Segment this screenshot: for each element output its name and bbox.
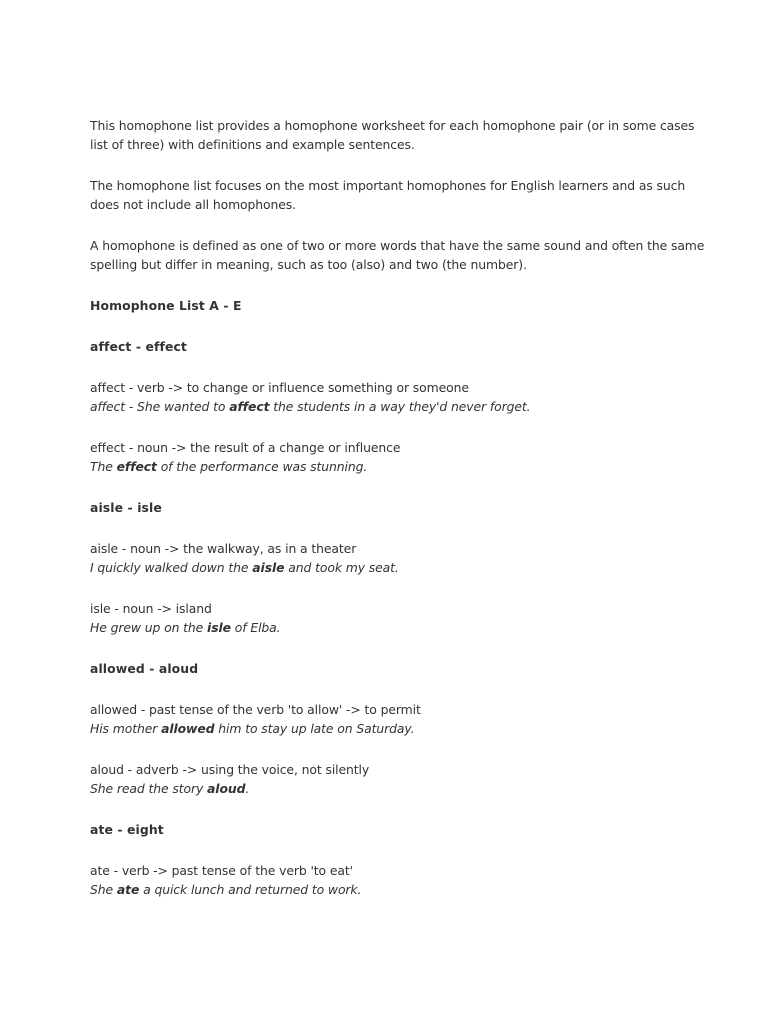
entry-allowed bbox=[90, 700, 708, 738]
example-aloud: She read the story aloud. bbox=[90, 781, 250, 796]
definition-affect: affect - verb -> to change or influence something or someone bbox=[90, 380, 469, 395]
entry-ate bbox=[90, 861, 708, 899]
definition-ate: ate - verb -> past tense of the verb 'to eat' bbox=[90, 863, 353, 878]
list-heading: Homophone List A - E bbox=[90, 298, 242, 313]
pair-heading-allowed-aloud: allowed - aloud bbox=[90, 661, 199, 676]
definition-aisle: aisle - noun -> the walkway, as in a theater bbox=[90, 541, 357, 556]
definition-aloud: aloud - adverb -> using the voice, not silently bbox=[90, 762, 370, 777]
example-ate: She ate a quick lunch and returned to work. bbox=[90, 882, 362, 897]
intro-paragraph-3: A homophone is defined as one of two or more words that have the same sound and often the same spelling but differ in meaning, such as too (also) and two (the number). bbox=[90, 238, 705, 272]
example-affect: affect - She wanted to affect the students in a way they'd never forget. bbox=[90, 399, 531, 414]
entry-isle bbox=[90, 599, 708, 637]
pair-heading-affect-effect: affect - effect bbox=[90, 339, 187, 354]
definition-effect: effect - noun -> the result of a change or influence bbox=[90, 440, 401, 455]
pair-heading-aisle-isle: aisle - isle bbox=[90, 500, 162, 515]
intro-paragraph-1: This homophone list provides a homophone worksheet for each homophone pair (or in some cases list of three) with definitions and example sentences. bbox=[90, 118, 695, 152]
intro-paragraph-2: The homophone list focuses on the most important homophones for English learners and as such does not include all homophones. bbox=[90, 178, 686, 212]
entry-aisle bbox=[90, 539, 708, 577]
example-effect: The effect of the performance was stunning. bbox=[90, 459, 368, 474]
example-allowed: His mother allowed him to stay up late on Saturday. bbox=[90, 721, 415, 736]
entry-affect bbox=[90, 378, 708, 416]
definition-isle: isle - noun -> island bbox=[90, 601, 212, 616]
entry-aloud bbox=[90, 760, 708, 798]
example-isle: He grew up on the isle of Elba. bbox=[90, 620, 281, 635]
pair-heading-ate-eight: ate - eight bbox=[90, 822, 164, 837]
entry-effect bbox=[90, 438, 708, 476]
example-aisle: I quickly walked down the aisle and took my seat. bbox=[90, 560, 399, 575]
definition-allowed: allowed - past tense of the verb 'to allow' -> to permit bbox=[90, 702, 421, 717]
